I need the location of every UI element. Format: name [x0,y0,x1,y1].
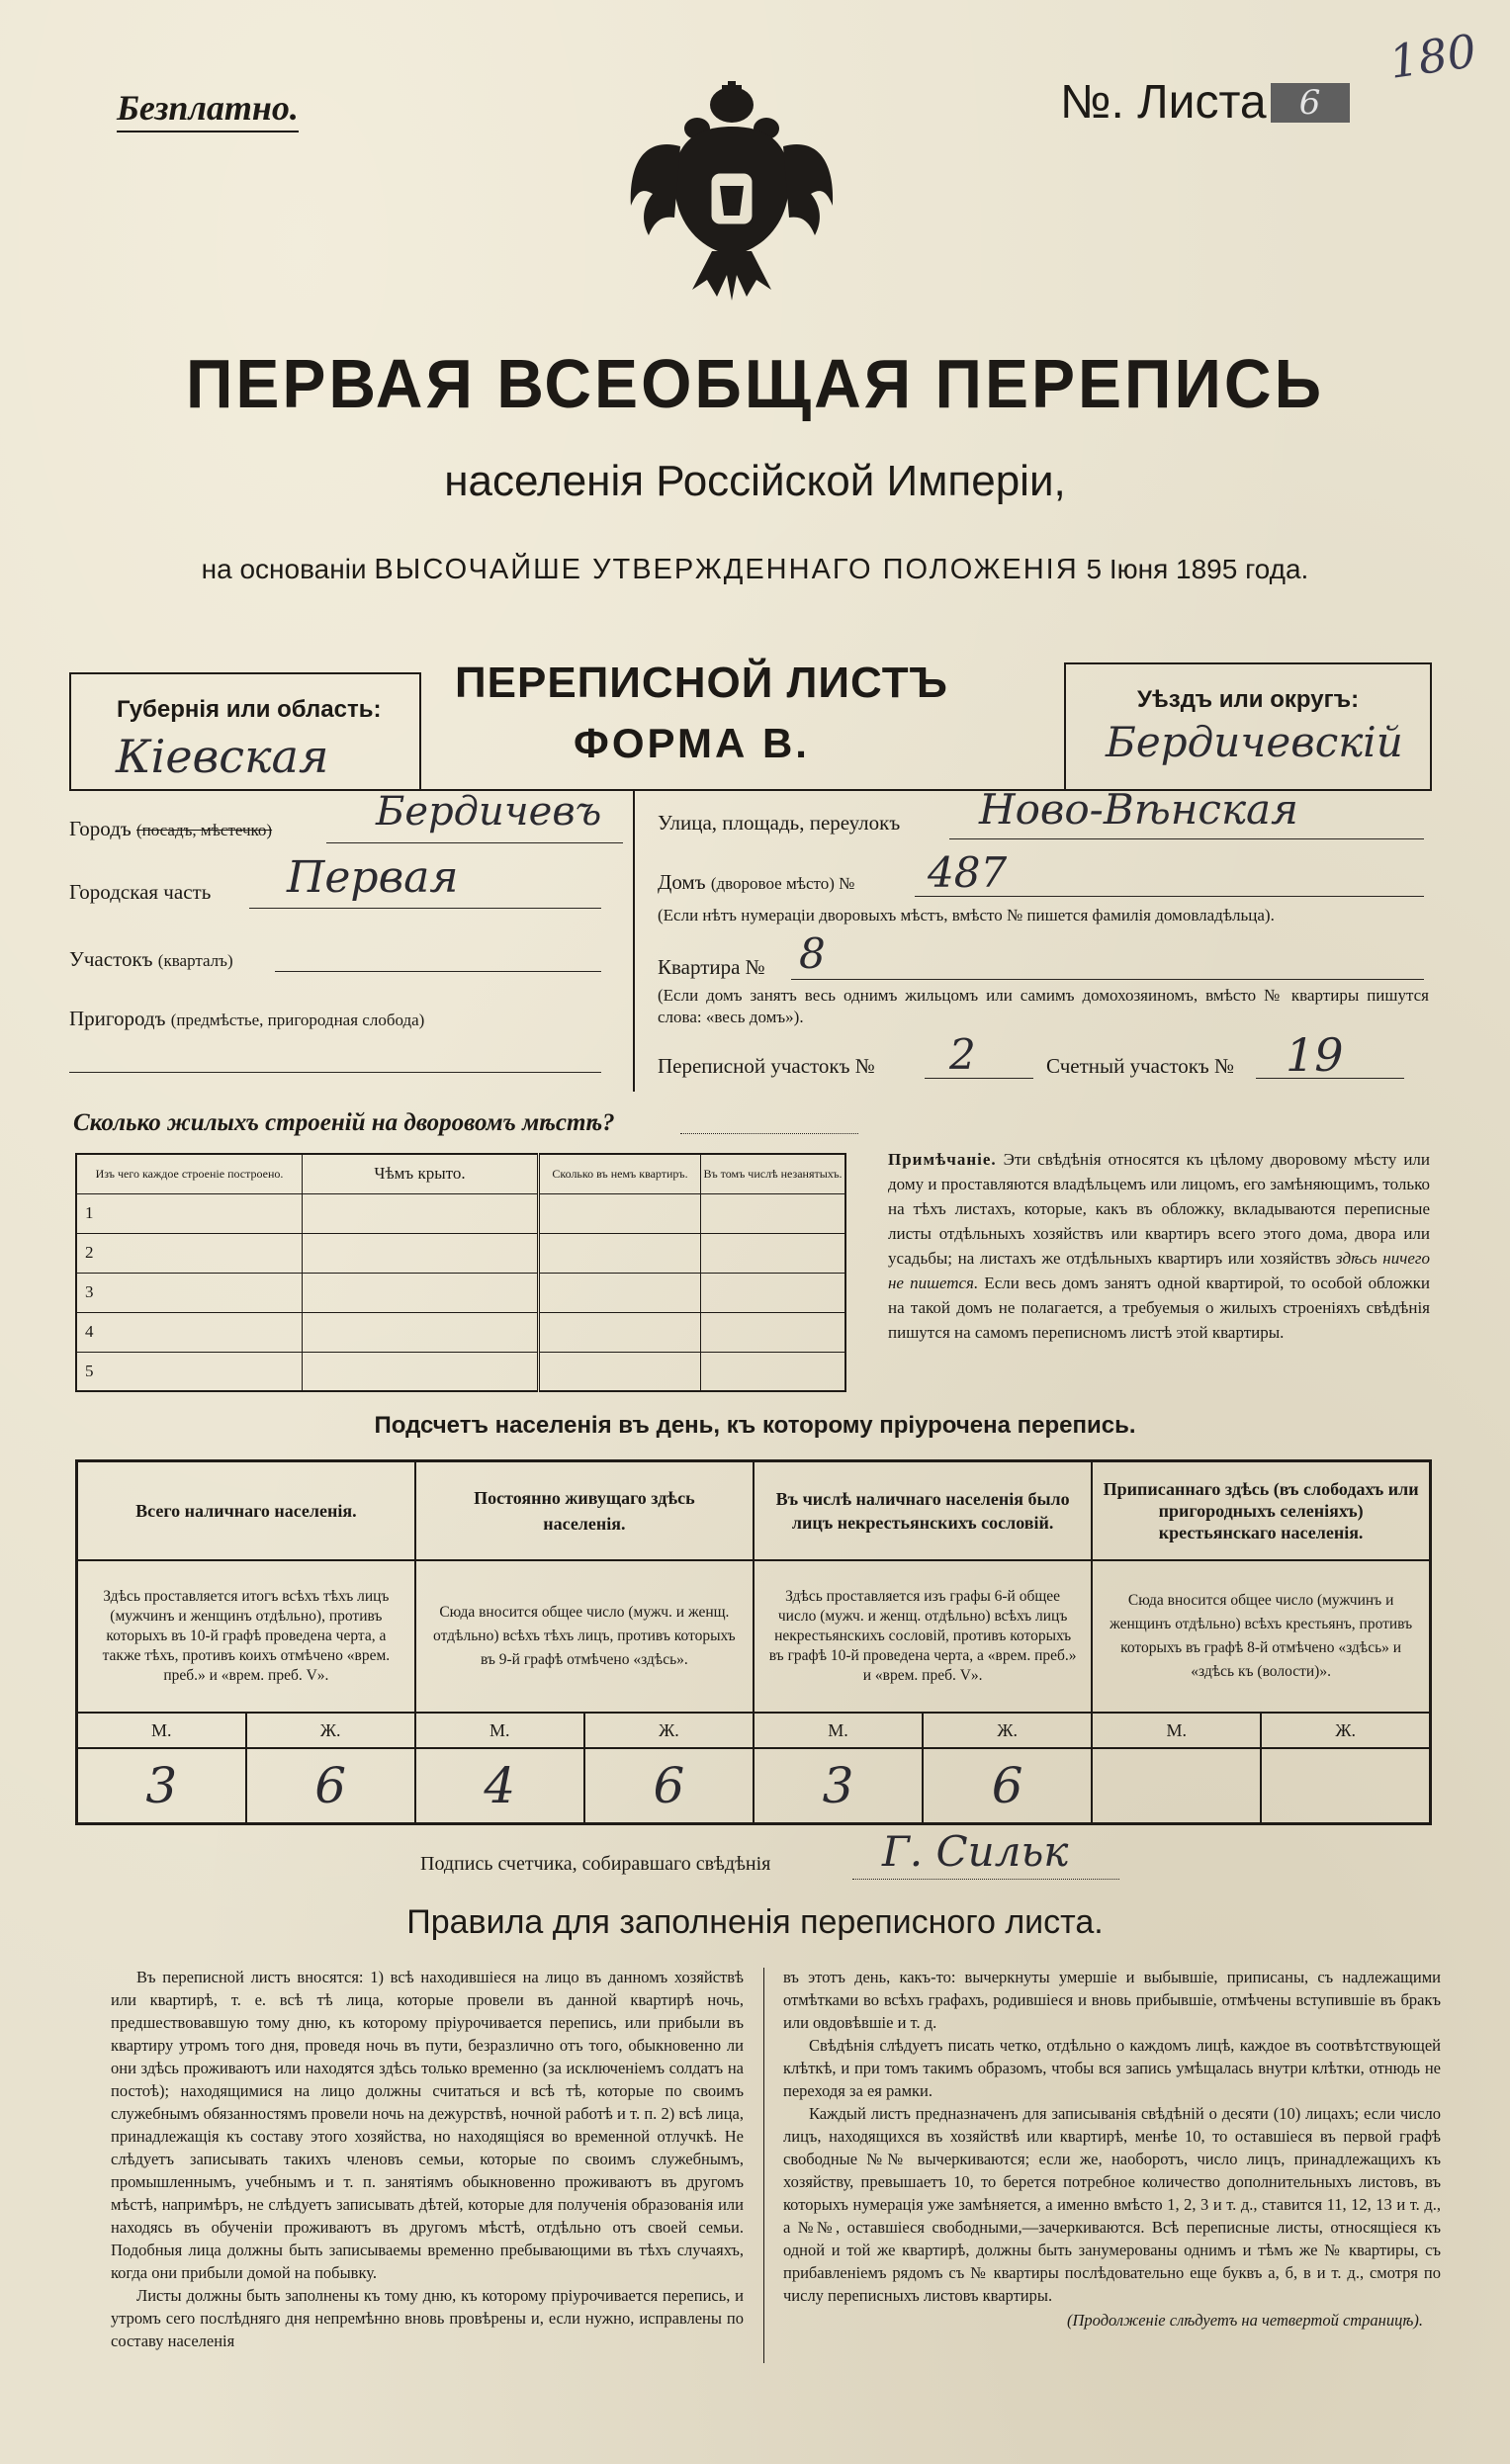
rules-right-column [783,1966,1441,2332]
male-label: М. [415,1713,584,1748]
population-col-desc: Сюда вносится общее число (мужч. и женщ. отдѣльно) всѣхъ тѣхъ лицъ, противъ которыхъ въ 9-й графѣ отмѣчено «здѣсь». [415,1560,754,1713]
census-area-value: 2 [949,1030,976,1079]
form-label: ФОРМА В. [574,720,810,766]
signature-label: Подпись счетчика, собиравшаго свѣдѣнія [420,1853,771,1875]
female-label: Ж. [246,1713,415,1748]
count-value: 3 [754,1748,923,1823]
province-label: Губернія или область: [117,696,382,723]
count-value [1092,1748,1261,1823]
basis-prefix: на основаніи [201,554,367,584]
rules-left-paragraph-1: Въ переписной листъ вносятся: 1) всѣ находившіеся на лицо въ данномъ хозяйствѣ или квартирѣ, т. е. всѣ тѣ лица, которые провели въ данной квартирѣ ночь, предшествовавшую тому дню, къ которому пріурочивается перепись, или прибыли въ квартиру утромъ того дня, проведя ночь въ пути, безразлично отъ того, обыкновенно ли они здѣсь проживаютъ или находятся здѣсь только временно (за исключеніемъ солдатъ на постоѣ); находящимися на лицо должны считаться и всѣ тѣ, которые по своимъ служебнымъ обязанностямъ провели ночь на дежурствѣ, ночной работѣ и т. п. 2) всѣ лица, принадлежащія къ составу этого хозяйства, но находящіяся во временной отлучкѣ. Не слѣдуетъ записывать такихъ членовъ семьи, которые по своимъ служебнымъ, промышленнымъ, учебнымъ и т. п. занятіямъ обыкновенно проживаютъ въ другомъ мѣстѣ, напримѣръ, не слѣдуетъ записывать дѣтей, которые для полученія образованія или находясь въ обученіи проживаютъ въ другомъ мѣстѣ, отдѣльно отъ своей семьи. Подобныя лица должны быть записываемы временно пребывающими въ тѣхъ случаяхъ, когда они прибыли домой на побывку. [111,1968,744,2282]
buildings-row-number: 5 [76,1352,303,1391]
note-text-em: здѣсь ничего не пишется. [888,1249,1430,1292]
count-value: 6 [923,1748,1092,1823]
buildings-row [76,1312,845,1352]
apartment-line [791,979,1424,980]
rules-left-paragraph-2: Листы должны быть заполнены къ тому дню, къ которому пріурочивается перепись, и утромъ сего послѣдняго дня непремѣнно вновь провѣрены и, если нужно, исправлены по составу населенія [111,2286,744,2350]
suburb-line [69,1072,601,1073]
population-values-row [77,1748,1431,1823]
male-label: М. [754,1713,923,1748]
buildings-col-occupied: Въ томъ числѣ незанятыхъ. [701,1154,846,1193]
archive-number: 180 [1385,24,1480,89]
population-title: Подсчетъ населенія въ день, къ которому пріурочена перепись. [374,1412,1136,1439]
buildings-row [76,1352,845,1391]
city-field [69,817,272,841]
rules-continued-note: (Продолженіе слѣдуетъ на четвертой страницѣ). [1067,2311,1423,2330]
precinct-field [69,947,233,972]
city-line [326,842,623,843]
count-value: 6 [584,1748,754,1823]
district-box [1064,662,1432,791]
buildings-row-number: 2 [76,1233,303,1273]
apartment-value: 8 [799,929,826,978]
house-note: (Если нѣтъ нумераціи дворовыхъ мѣстъ, вмѣсто № пишется фамилія домовладѣльца). [658,906,1275,924]
note-text-2: Если весь домъ занятъ одной квартирой, то особой обложки на такой домъ не полагается, а требуемыя о жилыхъ строеніяхъ свѣдѣнія пишутся на самомъ переписномъ листѣ этой квартиры. [888,1274,1431,1342]
city-struck-hint: (посадъ, мѣстечко) [135,821,273,839]
buildings-row [76,1233,845,1273]
population-col-desc: Сюда вносится общее число (мужчинъ и женщинъ отдѣльно) всѣхъ крестьянъ, противъ которыхъ въ графѣ 8-й отмѣчено «здѣсь» и «здѣсь къ (волости)». [1092,1560,1430,1713]
buildings-row-number: 3 [76,1273,303,1312]
buildings-question-line [680,1133,858,1134]
free-label: Безплатно. [117,87,299,132]
imperial-eagle-emblem [623,77,841,305]
count-value: 3 [77,1748,246,1823]
basis-date: 5 Іюня 1895 года. [1086,554,1309,584]
rules-right-paragraph-1: въ этотъ день, какъ-то: вычеркнуты умершіе и выбывшіе, приписаны, съ надлежащими отмѣтками во всѣхъ графахъ, родившіеся и вновь прибывшіе, отмѣчены вступившіе въ бракъ или овдовѣвшіе и т. д. [783,1968,1441,2032]
sheet-number-label: №. Листа [1060,76,1267,129]
female-label: Ж. [584,1713,754,1748]
suburb-label: Пригородъ [69,1007,166,1030]
province-box [69,672,421,791]
population-sex-row [77,1713,1431,1748]
population-table [75,1459,1432,1825]
population-col-head: Приписаннаго здѣсь (въ слободахъ или пригородныхъ селеніяхъ) крестьянскаго населенія. [1092,1461,1430,1561]
precinct-label: Участокъ [69,947,153,971]
street-label: Улица, площадь, переулокъ [658,811,901,835]
province-value: Кіевская [116,730,329,783]
basis-caps: ВЫСОЧАЙШЕ УТВЕРЖДЕННАГО ПОЛОЖЕНІЯ [374,554,1079,585]
signature-line [852,1879,1119,1880]
sheet-number-value: 6 [1271,83,1350,123]
buildings-col-apartments: Сколько въ немъ квартиръ. [539,1154,701,1193]
sheet-title: ПЕРЕПИСНОЙ ЛИСТЪ [455,659,948,707]
male-label: М. [1092,1713,1261,1748]
house-hint: (дворовое мѣсто) № [710,874,855,893]
district-value: Бердичевскій [1106,718,1403,766]
count-value [1261,1748,1430,1823]
buildings-row-number: 1 [76,1193,303,1233]
buildings-table [75,1153,846,1392]
house-field [658,870,854,895]
buildings-question: Сколько жилыхъ строеній на дворовомъ мѣстѣ? [73,1109,615,1136]
buildings-row [76,1193,845,1233]
address-column-divider [633,789,635,1092]
note-text-1: Эти свѣдѣнія относятся къ цѣлому дворовому мѣсту или дому и проставляются владѣльцемъ или лицомъ, его замѣняющимъ, только на тѣхъ листахъ, которые, какъ въ обложку, вкладываются переписные листы отдѣльныхъ хозяйствъ или квартиръ всего этого дома, двора или усадьбы; на листахъ же отдѣльныхъ квартиръ или хозяйствъ [888,1150,1430,1268]
subtitle: населенія Россійской Имперіи, [444,457,1066,505]
suburb-hint: (предмѣстье, пригородная слобода) [170,1011,425,1029]
female-label: Ж. [1261,1713,1430,1748]
rules-right-paragraph-2: Свѣдѣнія слѣдуетъ писать четко, отдѣльно о каждомъ лицѣ, каждое въ соотвѣтствующей клѣткѣ, и при томъ такимъ образомъ, чтобы вся запись умѣщалась внутри клѣтки, отнюдь не переходя за ея рамки. [783,2036,1441,2100]
count-value: 4 [415,1748,584,1823]
suburb-field [69,1007,424,1031]
main-title: ПЕРВАЯ ВСЕОБЩАЯ ПЕРЕПИСЬ [185,345,1325,422]
buildings-col-material: Изъ чего каждое строеніе построено. [76,1154,303,1193]
district-label: Уѣздъ или округъ: [1137,686,1360,713]
city-part-label: Городская часть [69,880,212,904]
city-label: Городъ [69,817,132,840]
city-value: Бердичевъ [376,789,602,835]
buildings-row-number: 4 [76,1312,303,1352]
population-col-head: Всего наличнаго населенія. [77,1461,415,1561]
rules-left-column [111,1966,744,2352]
apartment-note: (Если домъ занятъ весь однимъ жильцомъ или самимъ домохозяиномъ, вмѣсто № квартиры пишутся слова: «весь домъ»). [658,986,1429,1026]
population-col-desc: Здѣсь проставляется изъ графы 6-й общее число (мужч. и женщ. отдѣльно) всѣхъ лицъ некрестьянскихъ сословій, противъ которыхъ въ графѣ 10-й проведена черта, а «врем. преб.» и «врем. преб. V». [754,1560,1092,1713]
note-title: Примѣчаніе. [888,1150,997,1169]
street-value: Ново-Вѣнская [979,785,1298,834]
rules-right-paragraph-3: Каждый листъ предназначенъ для записыванія свѣдѣній о десяти (10) лицахъ; если число лицъ, находящихся въ хозяйствѣ или квартирѣ, менѣе 10, то оставшіеся въ первой графѣ свободные №№ вычеркиваются; если же, наоборотъ, число лицъ, принадлежащихъ къ хозяйству, превышаетъ 10, то берется потребное количество дополнительныхъ листовъ, въ которыхъ нумерація уже замѣняется, а именно вмѣсто 1, 2, 3 и т. д., ставится 11, 12, 13 и т. д., а №№, оставшіеся свободными,—зачеркиваются. Всѣ переписные листы, относящіеся къ одной и той же квартирѣ, должны быть занумерованы однимъ и тѣмъ же № квартиры, съ прибавленіемъ рядомъ съ № квартиры послѣдовательно еще буквъ а, б, в и т. д., смотря по числу переписныхъ листовъ квартиры. [783,2104,1441,2305]
count-area-value: 19 [1286,1028,1344,1082]
city-part-value: Первая [287,852,459,903]
population-col-head: Постоянно живущаго здѣсь населенія. [415,1461,754,1561]
rules-title: Правила для заполненія переписного листа. [406,1903,1104,1941]
house-value: 487 [928,848,1008,897]
census-area-line [925,1078,1033,1079]
precinct-hint: (кварталъ) [157,951,233,970]
buildings-row [76,1273,845,1312]
census-area-label: Переписной участокъ № [658,1054,875,1078]
rules-column-divider [763,1968,764,2363]
city-part-line [249,908,601,909]
signature-value: Г. Сильк [882,1827,1069,1876]
precinct-line [275,971,601,972]
count-area-line [1256,1078,1404,1079]
count-area-label: Счетный участокъ № [1046,1054,1235,1078]
basis-line [0,554,1510,586]
male-label: М. [77,1713,246,1748]
female-label: Ж. [923,1713,1092,1748]
population-desc-row [77,1560,1431,1713]
house-line [915,896,1424,897]
buildings-col-roof: Чѣмъ крыто. [303,1154,539,1193]
buildings-note [888,1147,1430,1345]
population-col-desc: Здѣсь проставляется итогъ всѣхъ тѣхъ лицъ (мужчинъ и женщинъ отдѣльно), противъ которыхъ въ 10-й графѣ проведена черта, а также тѣхъ, противъ коихъ отмѣчено «врем. преб.» и «врем. преб. V». [77,1560,415,1713]
sheet-number [1060,75,1350,130]
population-col-head: Въ числѣ наличнаго населенія было лицъ некрестьянскихъ сословій. [754,1461,1092,1561]
count-value: 6 [246,1748,415,1823]
apartment-label: Квартира № [658,955,765,979]
population-head-row [77,1461,1431,1561]
street-line [949,838,1424,839]
house-label: Домъ [658,870,706,894]
